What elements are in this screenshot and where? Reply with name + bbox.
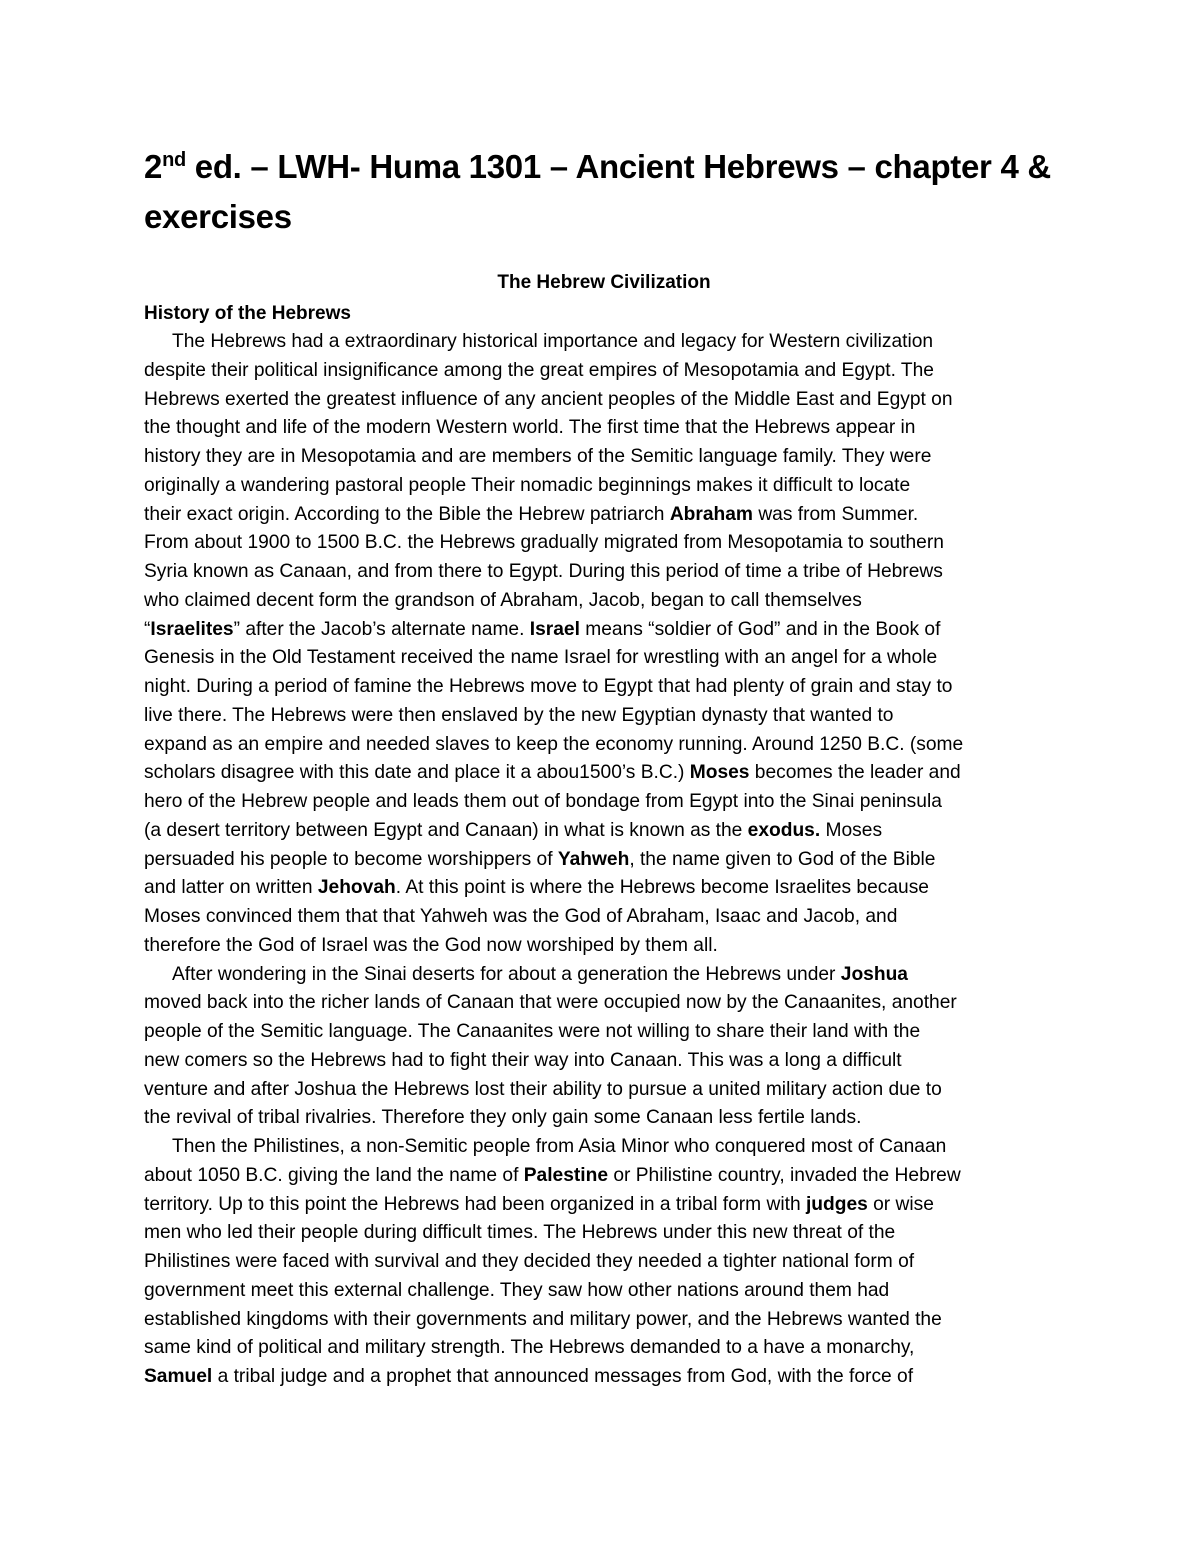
text-line (144, 759, 1064, 788)
text-line: men who led their people during difficult times. The Hebrews under this new threat of the (144, 1222, 896, 1244)
text-line: government meet this external challenge. They saw how other nations around them had (144, 1279, 890, 1301)
text-line: the thought and life of the modern Western world. The first time that the Hebrews appear in (144, 417, 916, 439)
text-line: despite their political insignificance among the great empires of Mesopotamia and Egypt. The (144, 359, 934, 381)
text-line: the revival of tribal rivalries. Therefore they only gain some Canaan less fertile lands. (144, 1107, 862, 1129)
text-line: expand as an empire and needed slaves to keep the economy running. Around 1250 B.C. (some (144, 733, 964, 755)
term-israelites: Israelites (150, 618, 234, 640)
history-heading: History of the Hebrews (144, 303, 351, 324)
term-joshua: Joshua (840, 963, 908, 985)
text-run: and latter on written (144, 877, 318, 899)
term-samuel: Samuel (144, 1366, 213, 1387)
title-rest: ed. – LWH- Huma 1301 – Ancient Hebrews – chapter 4 & exercises (144, 148, 1051, 235)
text-line (144, 961, 1064, 990)
text-run: was from Summer. (752, 503, 919, 525)
text-run: or wise (867, 1193, 934, 1215)
term-judges: judges (805, 1193, 868, 1215)
text-line (144, 846, 1064, 875)
term-yahweh: Yahweh (557, 848, 630, 870)
text-line (144, 1162, 1064, 1191)
text-line: who claimed decent form the grandson of Abraham, Jacob, began to call themselves (144, 589, 862, 611)
text-line: established kingdoms with their governments and military power, and the Hebrews wanted the (144, 1308, 942, 1330)
paragraph-canaan (144, 961, 1064, 1134)
text-line (144, 616, 1064, 645)
text-run: means “soldier of God” and in the Book of (579, 618, 941, 640)
text-line: originally a wandering pastoral people Their nomadic beginnings makes it difficult to locate (144, 474, 911, 496)
text-line (144, 1363, 1064, 1392)
text-line (144, 1191, 1064, 1220)
text-run: their exact origin. According to the Bible the Hebrew patriarch (144, 503, 670, 525)
text-line: history they are in Mesopotamia and are members of the Semitic language family. They were (144, 446, 932, 467)
term-exodus: exodus. (747, 819, 821, 841)
text-run: a tribal judge and a prophet that announced messages from God, with the force of (212, 1366, 914, 1387)
document-title (144, 142, 1064, 242)
text-run: about 1050 B.C. giving the land the name of (144, 1164, 524, 1186)
term-palestine: Palestine (523, 1164, 609, 1186)
text-line: Hebrews exerted the greatest influence of any ancient peoples of the Middle East and Egypt on (144, 388, 953, 410)
text-run: territory. Up to this point the Hebrews had been organized in a tribal form with (144, 1193, 806, 1215)
term-abraham: Abraham (669, 503, 753, 525)
text-run: , the name given to God of the Bible (629, 848, 936, 870)
text-run: persuaded his people to become worshippers of (144, 848, 558, 870)
civilization-heading: The Hebrew Civilization (497, 272, 711, 293)
text-run: “ (144, 618, 151, 640)
text-line: Moses convinced them that that Yahweh was the God of Abraham, Isaac and Jacob, and (144, 906, 898, 927)
text-line: venture and after Joshua the Hebrews lost their ability to pursue a united military action due to (144, 1078, 942, 1100)
text-run: After wondering in the Sinai deserts for about a generation the Hebrews under (172, 963, 841, 985)
text-line: Then the Philistines, a non-Semitic people from Asia Minor who conquered most of Canaan (172, 1136, 947, 1157)
text-line: live there. The Hebrews were then enslaved by the new Egyptian dynasty that wanted to (144, 704, 894, 726)
text-line: hero of the Hebrew people and leads them out of bondage from Egypt into the Sinai peninsula (144, 791, 942, 812)
text-line: people of the Semitic language. The Canaanites were not willing to share their land with the (144, 1021, 921, 1042)
text-line (144, 817, 1064, 846)
text-line: new comers so the Hebrews had to fight their way into Canaan. This was a long a difficult (144, 1049, 902, 1071)
term-moses: Moses (689, 762, 750, 784)
text-line: Philistines were faced with survival and they decided they needed a tighter national form of (144, 1251, 915, 1272)
text-line: same kind of political and military strength. The Hebrews demanded to a have a monarchy, (144, 1337, 915, 1359)
text-run: becomes the leader and (749, 762, 961, 784)
text-line: Genesis in the Old Testament received the name Israel for wrestling with an angel for a whole (144, 647, 938, 669)
paragraph-philistines (144, 1133, 1064, 1392)
text-run: . At this point is where the Hebrews become Israelites because (395, 877, 929, 899)
text-run: Moses (820, 819, 883, 841)
paragraph-history (144, 328, 1064, 961)
term-jehovah: Jehovah (317, 877, 396, 899)
text-run: ” after the Jacob’s alternate name. (233, 618, 530, 640)
text-line: night. During a period of famine the Hebrews move to Egypt that had plenty of grain and stay to (144, 676, 953, 697)
title-superscript: nd (162, 149, 186, 171)
text-line: From about 1900 to 1500 B.C. the Hebrews gradually migrated from Mesopotamia to southern (144, 532, 944, 554)
text-line: Syria known as Canaan, and from there to Egypt. During this period of time a tribe of Hebrews (144, 561, 943, 582)
title-prefix: 2 (144, 148, 163, 185)
document-page (144, 142, 1064, 1392)
text-line: moved back into the richer lands of Canaan that were occupied now by the Canaanites, another (144, 992, 957, 1014)
term-israel: Israel (529, 618, 580, 640)
text-line: therefore the God of Israel was the God now worshiped by them all. (144, 934, 718, 956)
text-run: or Philistine country, invaded the Hebrew (608, 1164, 961, 1186)
text-run: scholars disagree with this date and place it a abou1500’s B.C.) (144, 762, 690, 784)
text-run: (a desert territory between Egypt and Canaan) in what is known as the (144, 819, 748, 841)
text-line: The Hebrews had a extraordinary historical importance and legacy for Western civilization (172, 331, 934, 352)
text-line (144, 501, 1064, 530)
text-line (144, 874, 1064, 903)
